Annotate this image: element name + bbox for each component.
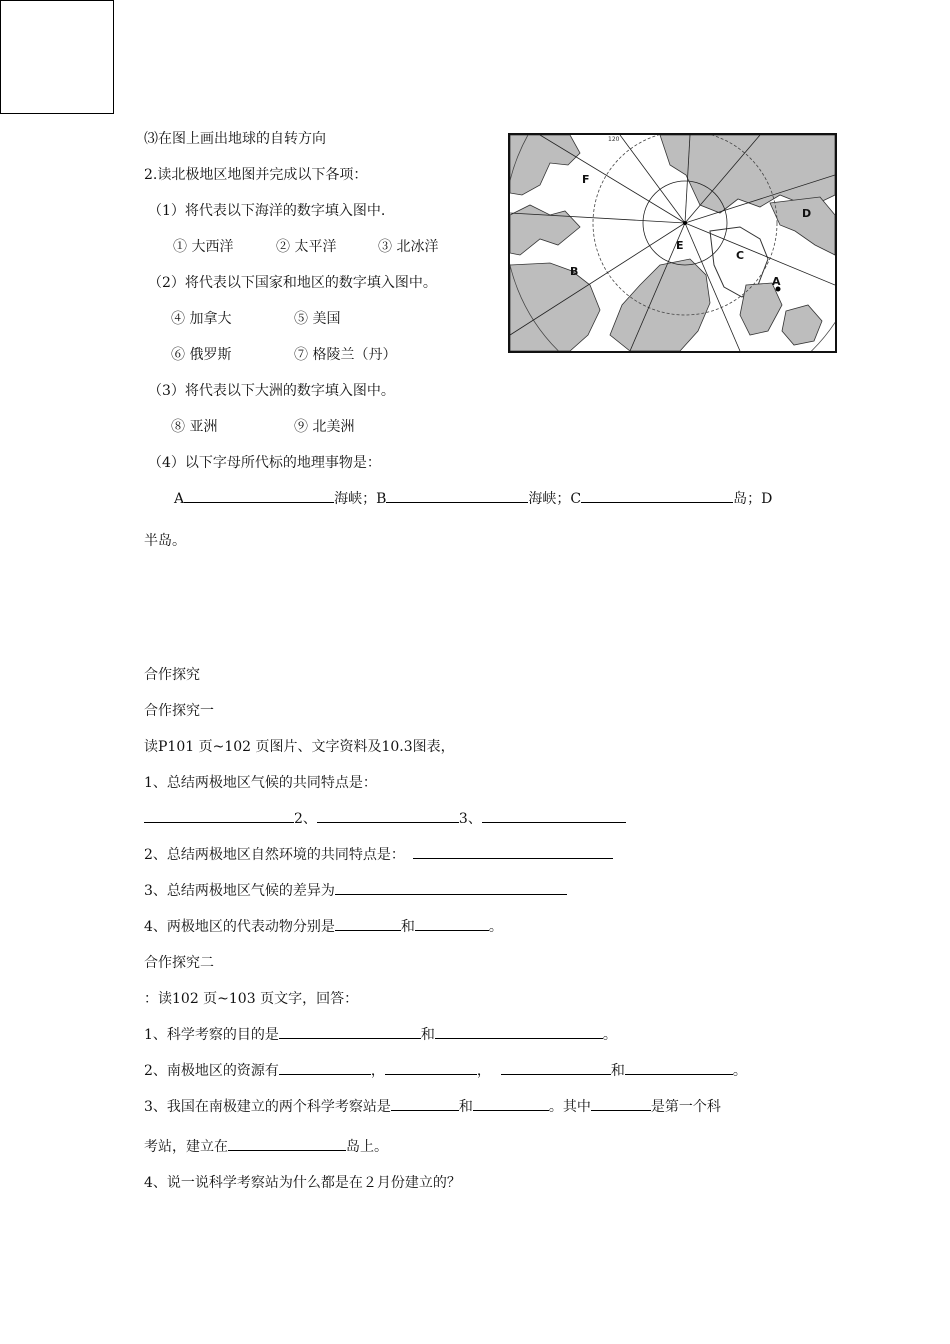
coop-one-title: 合作探究一 [144, 703, 214, 719]
coop-one-q3 [144, 880, 567, 900]
blank-station-2[interactable] [473, 1096, 549, 1111]
blank-animal-2[interactable] [415, 916, 489, 931]
question-2-part-1: （1）将代表以下海洋的数字填入图中. [148, 203, 386, 219]
country-usa: ⑤ 美国 [294, 311, 341, 327]
continent-asia: ⑧ 亚洲 [171, 419, 218, 435]
coop-one-q2 [144, 844, 613, 864]
blank-environment[interactable] [413, 844, 613, 859]
coop-two-q1-and: 和 [420, 1027, 435, 1043]
coop-one-q2-text: 2、总结两极地区自然环境的共同特点是： [144, 847, 405, 863]
fill-label-a: A [174, 491, 185, 507]
coop-one-intro: 读P101 页~102 页图片、文字资料及10.3图表， [144, 739, 455, 755]
coop-two-q2-sep2: ， [476, 1063, 491, 1079]
coop-two-q1-text: 1、科学考察的目的是 [144, 1027, 279, 1043]
coop-two-q3-island: 岛上。 [346, 1139, 388, 1155]
map-label-b: B [570, 265, 579, 278]
coop-two-q4: 4、说一说科学考察站为什么都是在２月份建立的？ [144, 1175, 461, 1191]
fill-label-b: 海峡；B [334, 491, 387, 507]
fill-line-peninsula: 半岛。 [144, 533, 186, 549]
map-land-canada [510, 263, 600, 351]
coop-heading: 合作探究 [144, 667, 200, 683]
blank-climate-difference[interactable] [335, 880, 567, 895]
blank-a[interactable] [184, 488, 334, 503]
fill-label-d: 岛；D [733, 491, 773, 507]
fill-label-c: 海峡；C [528, 491, 582, 507]
blank-animal-1[interactable] [335, 916, 401, 931]
coop-two-title: 合作探究二 [144, 955, 214, 971]
coop-two-q2-text: 2、南极地区的资源有 [144, 1063, 279, 1079]
map-land-iceland-region [740, 283, 782, 335]
blank-climate-2-label: 2、 [294, 811, 317, 827]
north-pole-dot [683, 221, 687, 225]
coop-two-q2-sep1: ， [370, 1063, 385, 1079]
blank-station-1[interactable] [391, 1096, 459, 1111]
coop-one-q4-text: 4、两极地区的代表动物分别是 [144, 919, 335, 935]
coop-one-q3-text: 3、总结两极地区气候的差异为 [144, 883, 335, 899]
map-land-europe-fragment [782, 305, 822, 345]
fill-line-letters [174, 488, 772, 508]
question-2-part-4: （4）以下字母所代标的地理事物是： [148, 455, 381, 471]
map-land-arctic-islands [610, 259, 710, 351]
map-label-c: C [736, 249, 745, 262]
map-label-d: D [802, 207, 812, 220]
coop-two-intro: ：读102 页~103 页文字，回答： [144, 991, 359, 1007]
ocean-arctic: ③ 北冰洋 [378, 239, 439, 255]
coop-one-q4-and: 和 [400, 919, 415, 935]
coop-two-q3 [144, 1096, 721, 1116]
continent-north-america: ⑨ 北美洲 [294, 419, 355, 435]
blank-b[interactable] [386, 488, 528, 503]
coop-two-q1 [144, 1024, 617, 1044]
question-2-title: 2.读北极地区地图并完成以下各项： [144, 167, 368, 183]
map-label-e: E [676, 239, 684, 252]
blank-climate-1[interactable] [144, 808, 294, 823]
coop-one-q1-blanks [144, 808, 626, 828]
country-russia: ⑥ 俄罗斯 [171, 347, 232, 363]
blank-resource-2[interactable] [385, 1060, 477, 1075]
corner-box [0, 0, 114, 114]
ocean-pacific: ② 太平洋 [276, 239, 337, 255]
map-land-west [510, 205, 580, 255]
coop-two-q3-first: 是第一个科 [650, 1099, 721, 1115]
coop-one-q4-end: 。 [488, 919, 503, 935]
blank-resource-3[interactable] [501, 1060, 611, 1075]
blank-resource-4[interactable] [625, 1060, 733, 1075]
arctic-map-svg [510, 135, 835, 351]
map-land-scandinavia [770, 197, 835, 255]
coop-two-q1-end: 。 [602, 1027, 617, 1043]
blank-resource-1[interactable] [279, 1060, 371, 1075]
arctic-map [508, 133, 837, 353]
ocean-atlantic: ① 大西洋 [173, 239, 234, 255]
map-label-a: A [772, 275, 781, 288]
coop-two-q2-and: 和 [610, 1063, 625, 1079]
task-rotation-direction: ⑶在图上画出地球的自转方向 [144, 131, 326, 147]
map-land-nw [510, 135, 580, 195]
blank-island[interactable] [228, 1136, 346, 1151]
coop-two-q2 [144, 1060, 747, 1080]
coop-one-q1: 1、总结两极地区气候的共同特点是： [144, 775, 377, 791]
coop-two-q3-and: 和 [458, 1099, 473, 1115]
country-greenland: ⑦ 格陵兰（丹） [294, 347, 397, 363]
map-tick-120: 120 [608, 136, 620, 143]
coop-two-q3-cont-text: 考站，建立在 [144, 1139, 228, 1155]
blank-purpose-1[interactable] [279, 1024, 421, 1039]
coop-two-q3-cont [144, 1136, 388, 1156]
coop-two-q3-text: 3、我国在南极建立的两个科学考察站是 [144, 1099, 391, 1115]
coop-two-q2-end: 。 [732, 1063, 747, 1079]
blank-purpose-2[interactable] [435, 1024, 603, 1039]
blank-first-station[interactable] [591, 1096, 651, 1111]
coop-two-q3-among: 。其中 [548, 1099, 591, 1115]
question-2-part-2: （2）将代表以下国家和地区的数字填入图中。 [148, 275, 437, 291]
blank-c[interactable] [581, 488, 733, 503]
map-label-f: F [582, 173, 590, 186]
coop-one-q4 [144, 916, 503, 936]
blank-climate-3-label: 3、 [458, 811, 482, 827]
question-2-part-3: （3）将代表以下大洲的数字填入图中。 [148, 383, 395, 399]
blank-climate-3[interactable] [482, 808, 626, 823]
country-canada: ④ 加拿大 [171, 311, 232, 327]
blank-climate-2[interactable] [317, 808, 459, 823]
